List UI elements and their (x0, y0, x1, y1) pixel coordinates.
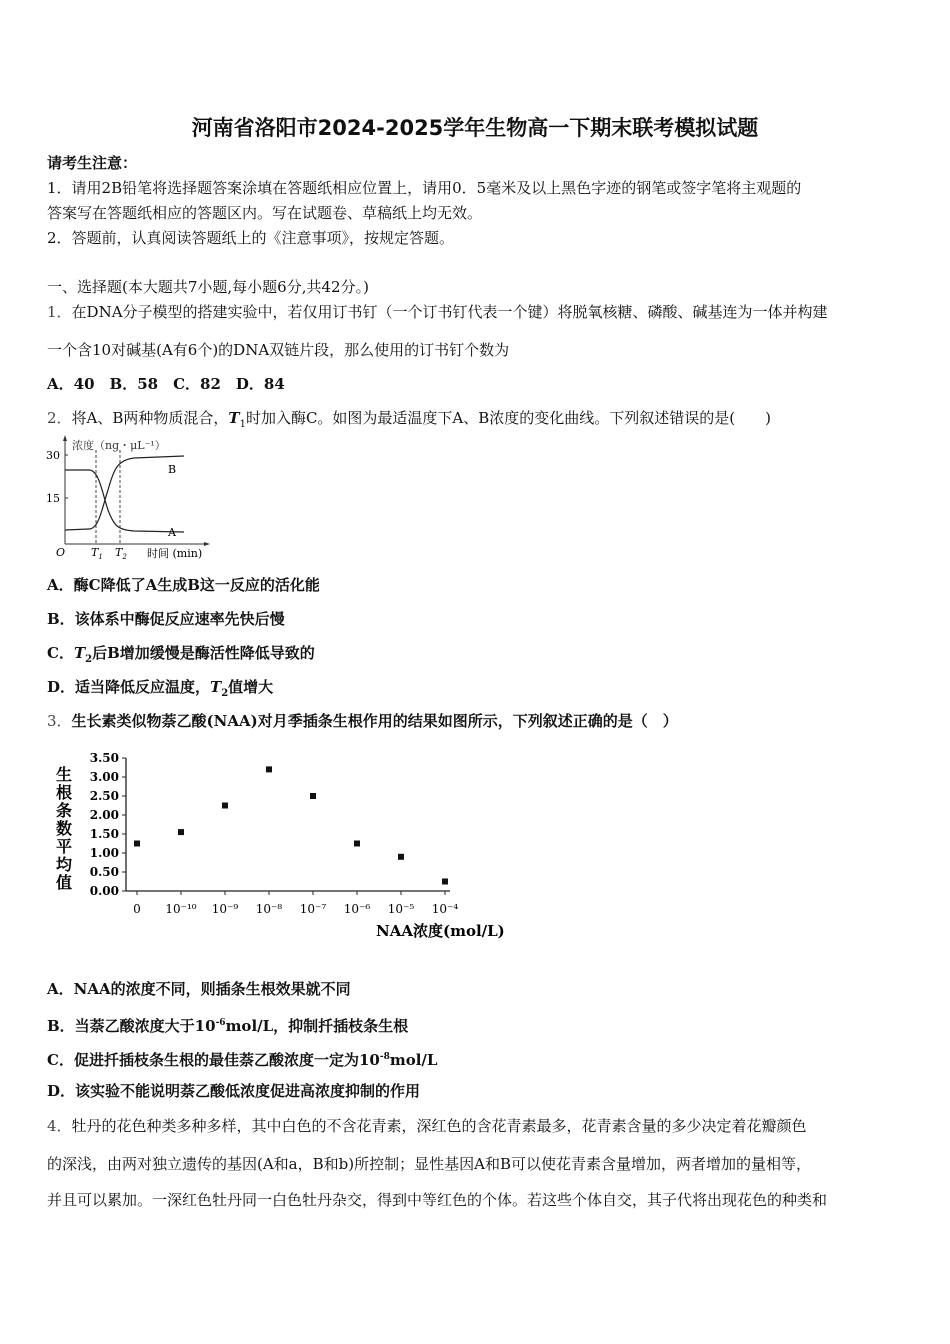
concentration-time-figure (44, 432, 214, 564)
y-axis-label: 浓度（ng・μL⁻¹） (72, 439, 166, 452)
question-3-option-c: C．促进扦插枝条生根的最佳萘乙酸浓度一定为$10^{-8}mol/L$ (47, 1051, 438, 1069)
question-3-option-a: A．NAA的浓度不同，则插条生根效果就不同 (47, 980, 351, 998)
question-2-option-c: C．$T_2$后B增加缓慢是酶活性降低导致的 (47, 644, 315, 665)
data-point (178, 829, 184, 835)
question-4-line-3: 并且可以累加。一深红色牡丹同一白色牡丹杂交，得到中等红色的个体。若这些个体自交，其子代将出现花色的种类和 (47, 1191, 828, 1209)
page-title: 河南省洛阳市2024-2025学年生物高一下期末联考模拟试题 (191, 116, 759, 140)
y-tick-label: 2.00 (89, 808, 119, 822)
question-2-stem: 2．将A、B两种物质混合，$T_1$时加入酶C。如图为最适温度下A、B浓度的变化曲线。下列叙述错误的是( ) (47, 409, 771, 430)
data-point (266, 766, 272, 772)
data-point (222, 803, 228, 809)
curve-a (65, 470, 184, 532)
notice-item-2: 2．答题前，认真阅读答题纸上的《注意事项》，按规定答题。 (47, 229, 455, 247)
x-tick-label: 10⁻⁸ (255, 902, 283, 916)
y-label-char: 数 (56, 819, 73, 838)
x-tick-label: 10⁻¹⁰ (165, 902, 197, 916)
y-tick-label: 2.50 (89, 789, 119, 803)
question-1-line-1: 1．在DNA分子模型的搭建实验中，若仅用订书钉（一个订书钉代表一个键）将脱氧核糖、磷酸、碱基连为一体并构建 (47, 303, 828, 321)
question-2-option-d: D．适当降低反应温度，$T_2$值增大 (47, 678, 274, 699)
y-axis-arrow (63, 435, 67, 441)
x-tick-label: 0 (133, 902, 141, 916)
y-label-char: 生 (56, 765, 73, 784)
question-1-options: A．40 B．58 C．82 D．84 (47, 375, 285, 393)
curve-b (65, 456, 184, 530)
x-axis-arrow (204, 542, 210, 546)
question-2-option-a: A．酶C降低了A生成B这一反应的活化能 (47, 576, 320, 594)
question-number: 1． (47, 303, 72, 321)
x-tick-label: 10⁻⁹ (211, 902, 239, 916)
data-point (442, 879, 448, 885)
x-tick-label: 10⁻⁵ (387, 902, 415, 916)
y-tick-label: 0.50 (89, 865, 119, 879)
question-2-option-b: B．该体系中酶促反应速率先快后慢 (47, 610, 285, 628)
y-label-char: 均 (56, 855, 73, 874)
x-tick-label: 10⁻⁴ (431, 902, 459, 916)
naa-rooting-chart (46, 746, 526, 946)
question-4-line-2: 的深浅，由两对独立遗传的基因(A和a，B和b)所控制；显性基因A和B可以使花青素含量增加，两者增加的量相等， (47, 1155, 811, 1173)
data-point (354, 841, 360, 847)
question-3-option-d: D．该实验不能说明萘乙酸低浓度促进高浓度抑制的作用 (47, 1082, 421, 1100)
x-tick-label: 10⁻⁷ (299, 902, 327, 916)
curve-a-label: A (168, 526, 176, 539)
y-tick-label: 3.50 (89, 751, 119, 765)
notice-item-1-line-1: 1．请用2B铅笔将选择题答案涂填在答题纸相应位置上，请用0．5毫米及以上黑色字迹的钢笔或签字笔将主观题的 (47, 179, 802, 197)
data-point (310, 793, 316, 799)
y-label-char: 根 (56, 783, 73, 802)
notice-heading: 请考生注意： (47, 154, 138, 172)
t2-label: $T_2$ (115, 546, 127, 561)
origin-label: O (56, 546, 66, 559)
chart-x-axis-label: NAA浓度(mol/L) (376, 922, 505, 940)
section-heading: 一、选择题(本大题共7小题,每小题6分,共42分。) (47, 278, 369, 296)
y-tick-label: 0.00 (89, 884, 119, 898)
y-tick-label-15: 15 (46, 492, 60, 505)
data-point (398, 854, 404, 860)
y-tick-label: 3.00 (89, 770, 119, 784)
question-3-option-b: B．当萘乙酸浓度大于$10^{-6}mol/L$，抑制扦插枝条生根 (47, 1017, 409, 1035)
question-1-line-2: 一个含10对碱基(A有6个)的DNA双链片段，那么使用的订书钉个数为 (47, 341, 510, 359)
y-tick-label: 1.00 (89, 846, 119, 860)
data-point (134, 841, 140, 847)
t1-label: $T_1$ (91, 546, 103, 561)
x-tick-label: 10⁻⁶ (343, 902, 371, 916)
y-label-char: 平 (56, 837, 73, 856)
x-axis-label: 时间 (min) (147, 547, 203, 560)
y-label-char: 条 (56, 801, 73, 820)
curve-b-label: B (168, 463, 177, 476)
question-4-line-1: 4．牡丹的花色种类多种多样，其中白色的不含花青素，深红色的含花青素最多，花青素含量的多少决定着花瓣颜色 (47, 1117, 807, 1135)
y-label-char: 值 (56, 873, 73, 892)
y-tick-label-30: 30 (46, 449, 60, 462)
chart-y-axis-label (56, 765, 72, 892)
notice-item-1-line-2: 答案写在答题纸相应的答题区内。写在试题卷、草稿纸上均无效。 (47, 204, 483, 222)
y-tick-label: 1.50 (89, 827, 119, 841)
question-3-stem: 3．生长素类似物萘乙酸(NAA)对月季插条生根作用的结果如图所示，下列叙述正确的是（ ） (47, 712, 678, 730)
